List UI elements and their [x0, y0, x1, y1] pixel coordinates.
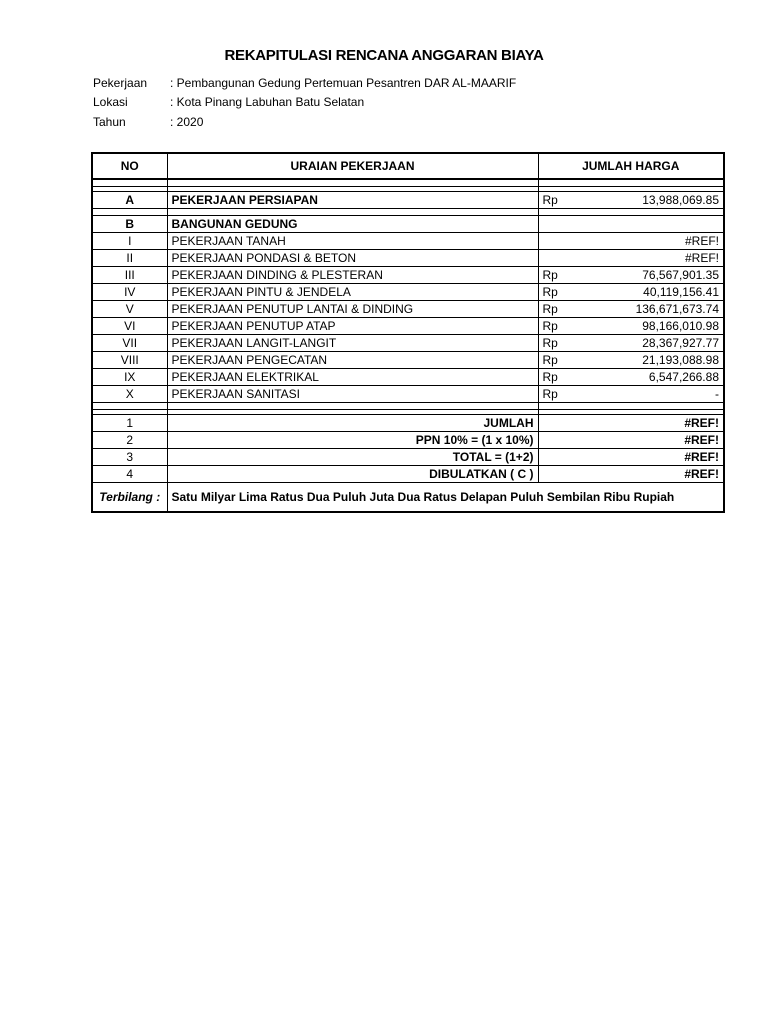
- row-label: PEKERJAAN PENUTUP ATAP: [167, 318, 538, 335]
- amount: 76,567,901.35: [642, 268, 719, 282]
- table-row: [92, 301, 724, 318]
- table-header: [92, 153, 724, 179]
- budget-table: [91, 152, 725, 513]
- row-label: BANGUNAN GEDUNG: [167, 216, 538, 233]
- terbilang-label: Terbilang :: [92, 483, 167, 513]
- summary-row: [92, 432, 724, 449]
- row-amount: [538, 352, 724, 369]
- summary-row: [92, 449, 724, 466]
- row-amount: #REF!: [538, 432, 724, 449]
- amount: 13,988,069.85: [642, 193, 719, 207]
- row-no: 3: [92, 449, 167, 466]
- table-row: [92, 233, 724, 250]
- page-title: REKAPITULASI RENCANA ANGGARAN BIAYA: [224, 47, 544, 64]
- row-label: PEKERJAAN PONDASI & BETON: [167, 250, 538, 267]
- summary-row: [92, 415, 724, 432]
- amount: 28,367,927.77: [642, 336, 719, 350]
- row-no: IX: [92, 369, 167, 386]
- currency: Rp: [542, 193, 558, 207]
- meta-tahun: [93, 115, 203, 129]
- amount: 40,119,156.41: [643, 285, 719, 299]
- table-row: [92, 386, 724, 403]
- row-amount: [538, 335, 724, 352]
- currency: Rp: [542, 353, 558, 367]
- currency: Rp: [542, 387, 558, 401]
- table-row: [92, 335, 724, 352]
- row-label: TOTAL = (1+2): [167, 449, 538, 466]
- amount: #REF!: [684, 234, 719, 248]
- row-no: 1: [92, 415, 167, 432]
- row-label: PEKERJAAN TANAH: [167, 233, 538, 250]
- row-amount: [538, 318, 724, 335]
- row-label: PEKERJAAN PERSIAPAN: [167, 192, 538, 209]
- row-no: 4: [92, 466, 167, 483]
- header-jumlah: JUMLAH HARGA: [538, 153, 724, 179]
- row-no: VII: [92, 335, 167, 352]
- summary-row: [92, 466, 724, 483]
- row-amount: #REF!: [538, 466, 724, 483]
- row-amount: [538, 369, 724, 386]
- row-no: X: [92, 386, 167, 403]
- row-label: PPN 10% = (1 x 10%): [167, 432, 538, 449]
- header-no: NO: [92, 153, 167, 179]
- row-no: VIII: [92, 352, 167, 369]
- spacer-row: [92, 403, 724, 410]
- row-no: V: [92, 301, 167, 318]
- row-amount: [538, 250, 724, 267]
- row-amount: #REF!: [538, 415, 724, 432]
- header-uraian: URAIAN PEKERJAAN: [167, 153, 538, 179]
- row-amount: [538, 386, 724, 403]
- meta-value: : Pembangunan Gedung Pertemuan Pesantren DAR AL-MAARIF: [170, 76, 517, 90]
- spacer-row: [92, 179, 724, 187]
- row-amount: [538, 192, 724, 209]
- row-no: I: [92, 233, 167, 250]
- row-label: JUMLAH: [167, 415, 538, 432]
- meta-value: : Kota Pinang Labuhan Batu Selatan: [170, 95, 365, 109]
- meta-label: Lokasi: [93, 95, 128, 109]
- table-row: [92, 369, 724, 386]
- spacer-row: [92, 209, 724, 216]
- row-amount: [538, 301, 724, 318]
- meta-value: : 2020: [170, 115, 204, 129]
- terbilang-text: Satu Milyar Lima Ratus Dua Puluh Juta Dua Ratus Delapan Puluh Sembilan Ribu Rupiah: [167, 483, 724, 513]
- currency: Rp: [542, 268, 558, 282]
- amount: 98,166,010.98: [642, 319, 719, 333]
- row-label: PEKERJAAN PINTU & JENDELA: [167, 284, 538, 301]
- table-row: [92, 250, 724, 267]
- row-label: PEKERJAAN LANGIT-LANGIT: [167, 335, 538, 352]
- amount: 6,547,266.88: [648, 370, 719, 384]
- amount: 21,193,088.98: [642, 353, 719, 367]
- row-amount: [538, 284, 724, 301]
- terbilang-row: [92, 483, 724, 513]
- currency: Rp: [542, 285, 558, 299]
- row-no: IV: [92, 284, 167, 301]
- currency: Rp: [542, 319, 558, 333]
- section-a-row: [92, 192, 724, 209]
- row-label: PEKERJAAN PENGECATAN: [167, 352, 538, 369]
- amount: #REF!: [684, 251, 719, 265]
- row-amount: [538, 233, 724, 250]
- table-row: [92, 318, 724, 335]
- row-amount: [538, 267, 724, 284]
- row-label: DIBULATKAN ( C ): [167, 466, 538, 483]
- section-b-row: [92, 216, 724, 233]
- row-label: PEKERJAAN ELEKTRIKAL: [167, 369, 538, 386]
- row-no: III: [92, 267, 167, 284]
- meta-pekerjaan: [93, 76, 516, 90]
- row-label: PEKERJAAN DINDING & PLESTERAN: [167, 267, 538, 284]
- meta-lokasi: [93, 95, 364, 109]
- row-no: B: [92, 216, 167, 233]
- row-amount: #REF!: [538, 449, 724, 466]
- table-row: [92, 267, 724, 284]
- row-label: PEKERJAAN SANITASI: [167, 386, 538, 403]
- meta-label: Pekerjaan: [93, 76, 148, 90]
- row-label: PEKERJAAN PENUTUP LANTAI & DINDING: [167, 301, 538, 318]
- currency: Rp: [542, 302, 558, 316]
- amount: -: [715, 387, 719, 401]
- row-no: VI: [92, 318, 167, 335]
- row-no: 2: [92, 432, 167, 449]
- table-row: [92, 352, 724, 369]
- currency: Rp: [542, 370, 558, 384]
- table-row: [92, 284, 724, 301]
- amount: 136,671,673.74: [635, 302, 719, 316]
- row-no: A: [92, 192, 167, 209]
- row-no: II: [92, 250, 167, 267]
- meta-label: Tahun: [93, 115, 126, 129]
- currency: Rp: [542, 336, 558, 350]
